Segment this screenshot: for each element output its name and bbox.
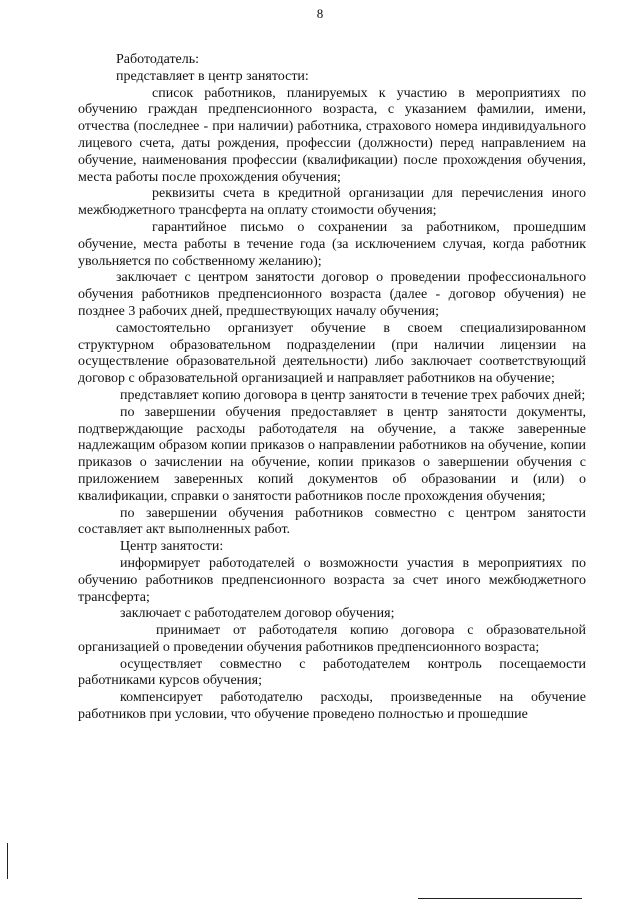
paragraph: заключает с центром занятости договор о проведении профессионального обучения работников предпенсионного возраста (далее - договор обучения) не позднее 3 рабочих дней, предшествующих началу обучения; bbox=[78, 270, 586, 319]
paragraph: осуществляет совместно с работодателем контроль посещаемости работниками курсов обучения; bbox=[78, 656, 586, 689]
paragraph: информирует работодателей о возможности участия в мероприятиях по обучению работников предпенсионного возраста за счет иного межбюджетного трансферта; bbox=[78, 555, 586, 605]
bottom-rule bbox=[418, 898, 582, 899]
paragraph: по завершении обучения работников совместно с центром занятости составляет акт выполненных работ. bbox=[78, 505, 586, 538]
paragraph: самостоятельно организует обучение в своем специализированном структурном образовательном подразделении (при наличии лицензии на осуществление образовательной деятельности) либо заключает соответствующий договор с образовательной организацией и направляет работников на обучение; bbox=[78, 320, 586, 387]
paragraph: принимает от работодателя копию договора с образовательной организацией о проведении обучения работников предпенсионного возраста; bbox=[78, 623, 586, 655]
paragraph: представляет в центр занятости: bbox=[116, 68, 309, 84]
paragraph: реквизиты счета в кредитной организации для перечисления иного межбюджетного трансферта на оплату стоимости обучения; bbox=[78, 186, 586, 219]
paragraph: компенсирует работодателю расходы, произведенные на обучение работников при условии, что обучение проведено полностью и прошедшие bbox=[78, 690, 586, 723]
page-number: 8 bbox=[316, 6, 324, 21]
paragraph: заключает с работодателем договор обучения; bbox=[120, 606, 395, 622]
paragraph: список работников, планируемых к участию в мероприятиях по обучению граждан предпенсионного возраста, с указанием фамилии, имени, отчества (последнее - при наличии) работника, страхового номера индивидуального лицевого счета, даты рождения, профессии (должности) перед направлением на обучение, наименования профессии (квалификации) после прохождения обучения, места работы после прохождения обучения; bbox=[78, 85, 586, 185]
document-body bbox=[78, 52, 586, 724]
paragraph: представляет копию договора в центр занятости в течение трех рабочих дней; bbox=[120, 387, 586, 403]
scan-edge-mark bbox=[7, 843, 8, 879]
paragraph: по завершении обучения предоставляет в центр занятости документы, подтверждающие расходы работодателя на обучение, а также заверенные надлежащим образом копии приказов о направлении работников на обучение, копии приказов о зачислении на обучение, копии приказов о завершении обучения с приложением заверенных копий документов об образовании и (или) о квалификации, справки о занятости работников после прохождения обучения; bbox=[78, 404, 586, 504]
paragraph-employment-center-heading: Центр занятости: bbox=[120, 539, 224, 555]
paragraph: гарантийное письмо о сохранении за работником, прошедшим обучение, места работы в течение года (за исключением случая, когда работник увольняется по собственному желанию); bbox=[78, 219, 586, 269]
paragraph-employer-heading: Работодатель: bbox=[116, 52, 200, 67]
